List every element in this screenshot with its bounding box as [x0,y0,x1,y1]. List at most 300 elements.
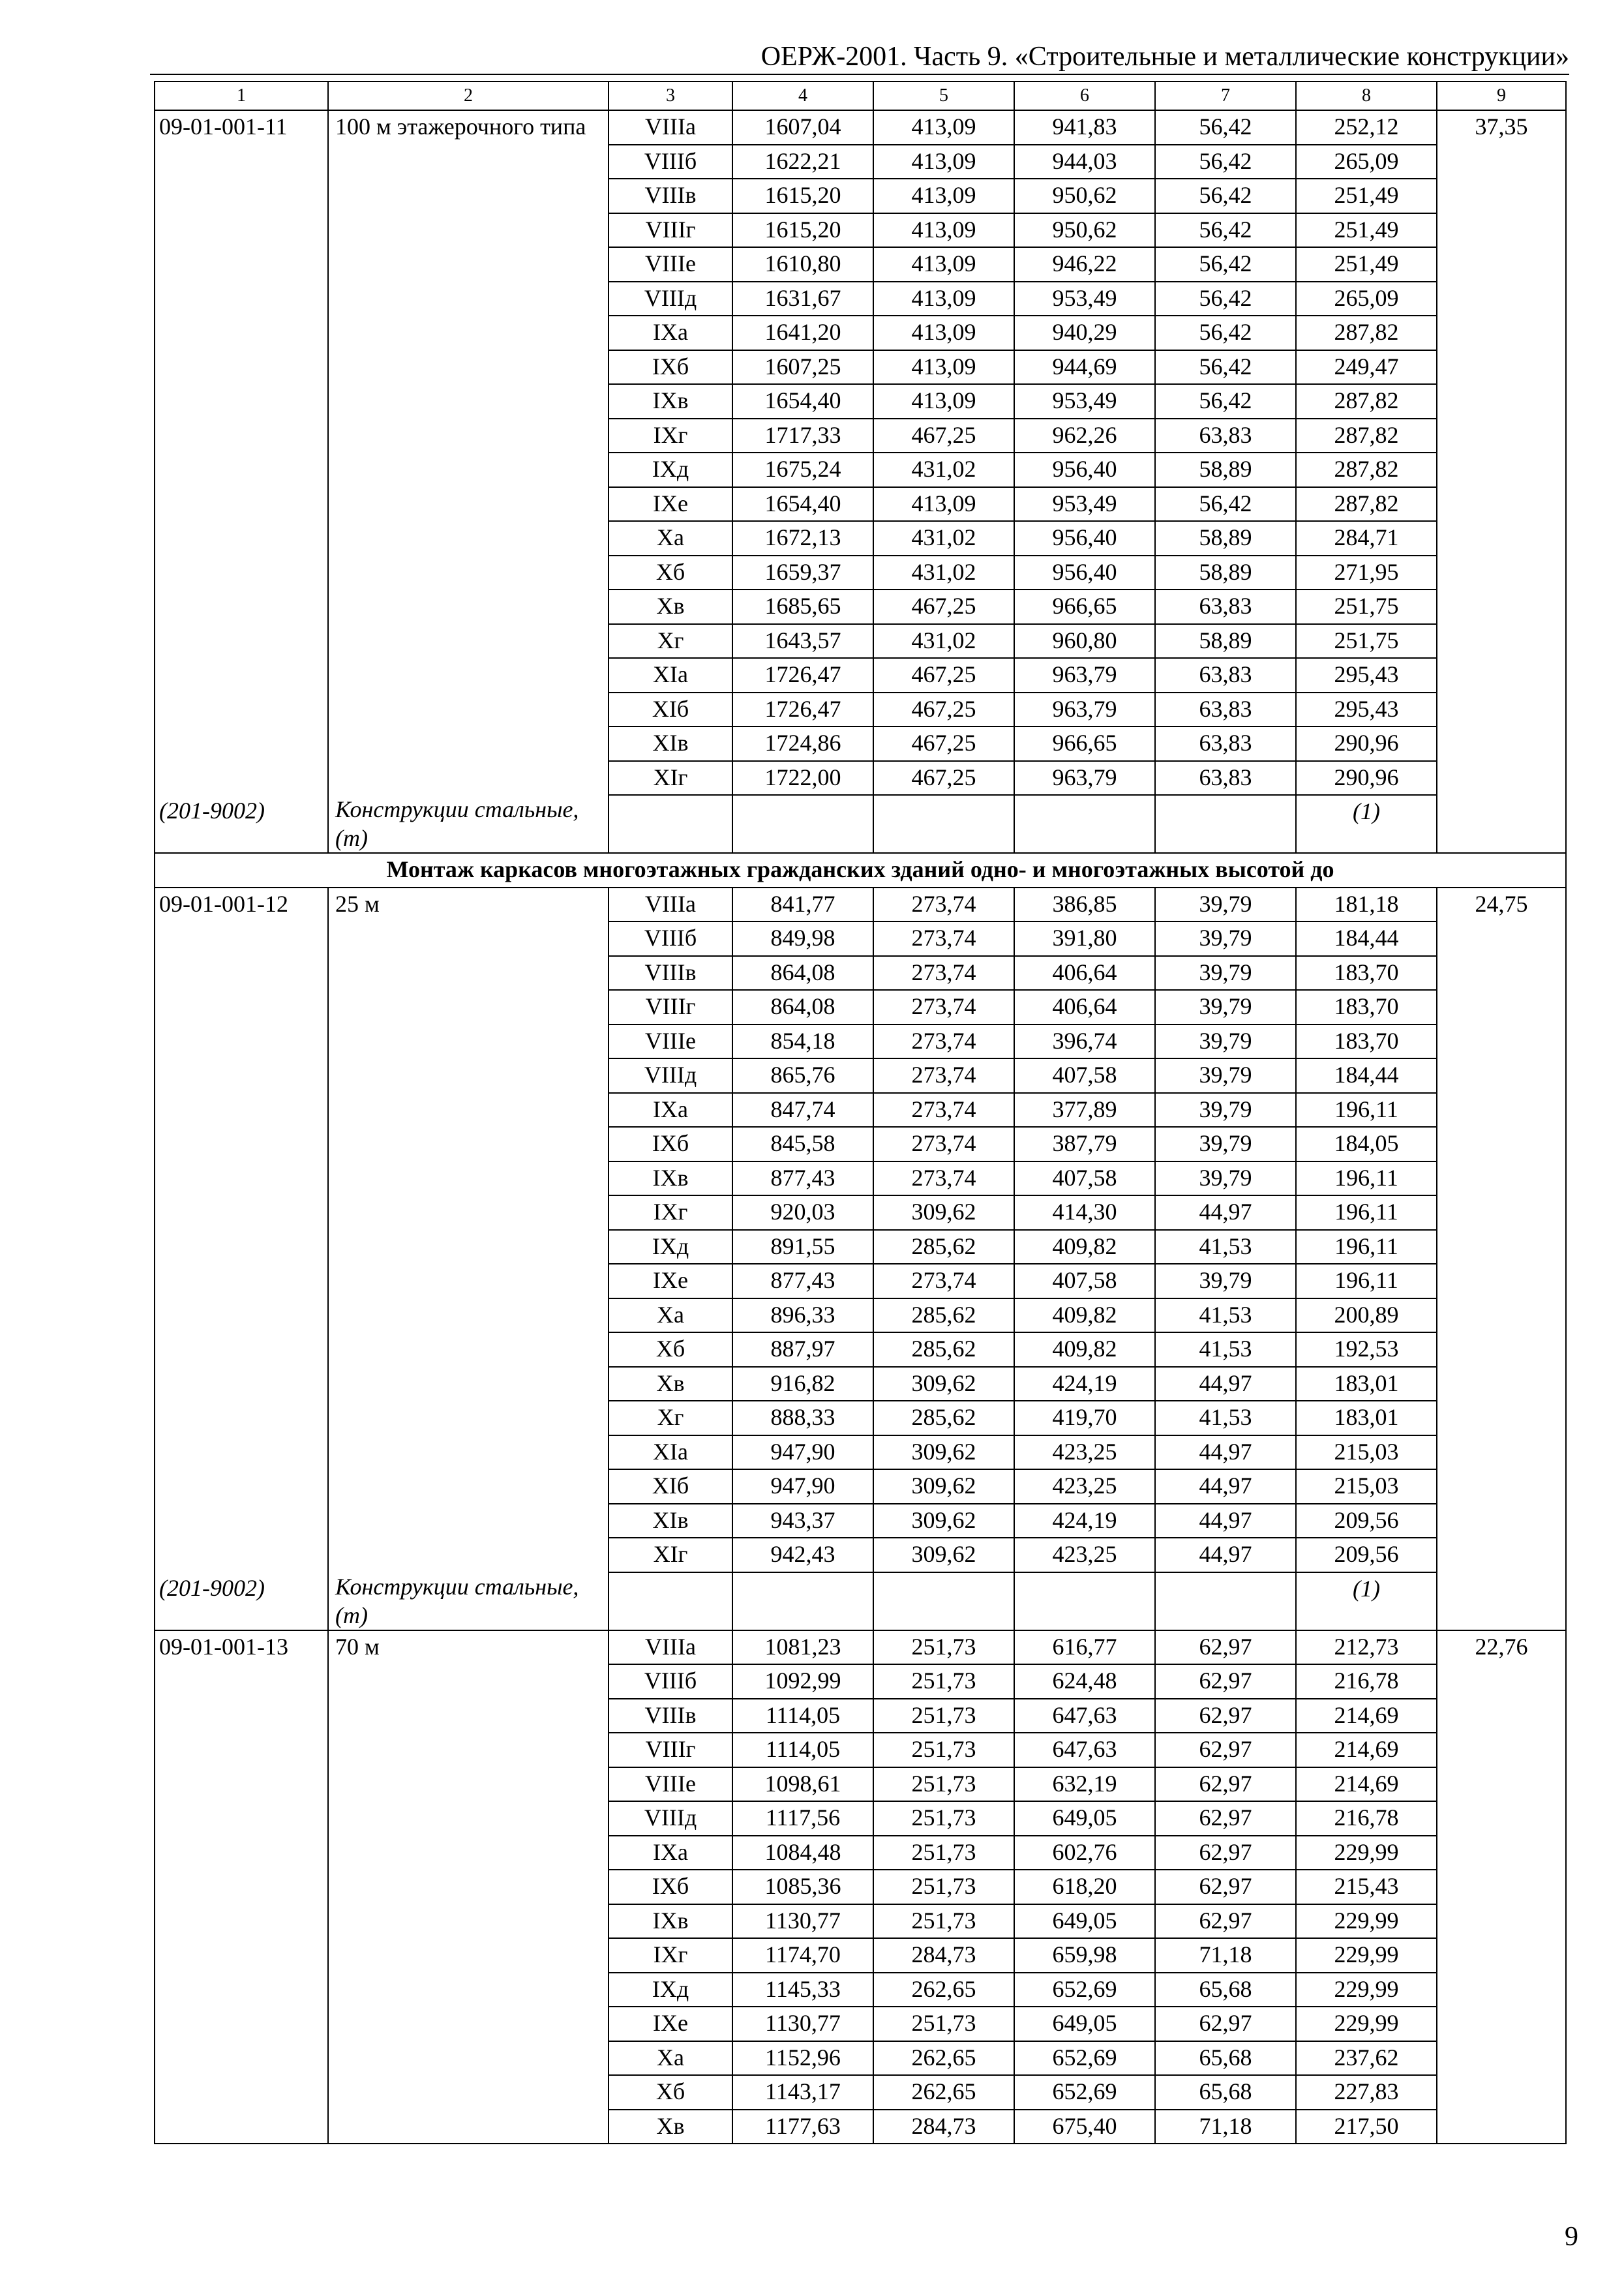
work-name-cell [328,1538,609,1572]
work-name-cell [328,2041,609,2076]
materials-cell: 196,11 [1296,1093,1437,1128]
machine-cell: 953,49 [1014,487,1155,522]
machine-cell: 941,83 [1014,110,1155,145]
empty-cell [873,795,1014,853]
zone-cell: VIIIг [609,1733,732,1767]
work-name-cell [328,213,609,248]
rate-code-cell [155,1435,328,1470]
wage-cell: 273,74 [873,1093,1014,1128]
table-row [155,145,1566,179]
labor-cell [1437,521,1566,556]
zone-cell: VIIIе [609,247,732,282]
work-name-cell [328,1938,609,1973]
materials-cell: 196,11 [1296,1161,1437,1196]
resource-code-cell: (201-9002) [155,1572,328,1630]
zone-cell: IXе [609,487,732,522]
driver-wage-cell: 44,97 [1155,1195,1296,1230]
materials-cell: 216,78 [1296,1664,1437,1699]
machine-cell: 944,69 [1014,350,1155,385]
machine-cell: 966,65 [1014,590,1155,624]
total-cost-cell: 1117,56 [732,1801,873,1836]
wage-cell: 309,62 [873,1469,1014,1504]
table-row [155,1435,1566,1470]
machine-cell: 966,65 [1014,726,1155,761]
total-cost-cell: 841,77 [732,888,873,922]
total-cost-cell: 943,37 [732,1504,873,1538]
materials-cell: 252,12 [1296,110,1437,145]
rate-code-cell: 09-01-001-12 [155,888,328,922]
table-row [155,1699,1566,1733]
rate-code-cell [155,1767,328,1802]
rate-code-cell [155,921,328,956]
materials-cell: 183,01 [1296,1401,1437,1435]
rate-code-cell [155,247,328,282]
machine-cell: 950,62 [1014,179,1155,213]
table-row [155,419,1566,453]
driver-wage-cell: 56,42 [1155,179,1296,213]
zone-cell: XIа [609,658,732,693]
zone-cell: IXа [609,1836,732,1870]
zone-cell: IXв [609,1904,732,1939]
work-name-cell [328,1058,609,1093]
machine-cell: 944,03 [1014,145,1155,179]
work-name-cell [328,145,609,179]
materials-cell: 271,95 [1296,556,1437,590]
total-cost-cell: 891,55 [732,1230,873,1264]
work-name-cell [328,2007,609,2041]
labor-cell [1437,921,1566,956]
work-name-cell: 25 м [328,888,609,922]
materials-cell: 200,89 [1296,1298,1437,1333]
total-cost-cell: 1717,33 [732,419,873,453]
work-name-cell [328,487,609,522]
wage-cell: 413,09 [873,384,1014,419]
table-row [155,1195,1566,1230]
table-row [155,1332,1566,1367]
work-name-cell [328,1367,609,1401]
labor-cell [1437,956,1566,991]
zone-cell: IXв [609,384,732,419]
machine-cell: 396,74 [1014,1025,1155,1059]
empty-cell [1155,1572,1296,1630]
work-name-cell [328,384,609,419]
machine-cell: 675,40 [1014,2110,1155,2144]
resource-name-cell: Конструкции стальные, (т) [328,1572,609,1630]
zone-cell: XIг [609,1538,732,1572]
machine-cell: 953,49 [1014,282,1155,316]
table-row [155,1469,1566,1504]
wage-cell: 251,73 [873,1767,1014,1802]
zone-cell: IXб [609,350,732,385]
materials-cell: 265,09 [1296,145,1437,179]
table-row [155,1161,1566,1196]
driver-wage-cell: 62,97 [1155,1904,1296,1939]
machine-cell: 946,22 [1014,247,1155,282]
table-row [155,1058,1566,1093]
zone-cell: IXг [609,419,732,453]
machine-cell: 407,58 [1014,1058,1155,1093]
header-rule [150,74,1569,75]
machine-cell: 602,76 [1014,1836,1155,1870]
work-name-cell [328,1195,609,1230]
zone-cell: VIIIд [609,282,732,316]
labor-cell [1437,1973,1566,2007]
labor-cell [1437,1401,1566,1435]
zone-cell: Xб [609,1332,732,1367]
labor-cell [1437,2041,1566,2076]
materials-cell: 183,01 [1296,1367,1437,1401]
materials-cell: 295,43 [1296,658,1437,693]
wage-cell: 273,74 [873,956,1014,991]
labor-cell [1437,1904,1566,1939]
wage-cell: 413,09 [873,487,1014,522]
rate-code-cell [155,282,328,316]
machine-cell: 406,64 [1014,956,1155,991]
table-row [155,1973,1566,2007]
wage-cell: 273,74 [873,1025,1014,1059]
materials-cell: 229,99 [1296,1904,1437,1939]
rate-code-cell [155,487,328,522]
machine-cell: 649,05 [1014,1801,1155,1836]
empty-cell [732,795,873,853]
total-cost-cell: 1174,70 [732,1938,873,1973]
driver-wage-cell: 39,79 [1155,1058,1296,1093]
machine-cell: 409,82 [1014,1298,1155,1333]
machine-cell: 406,64 [1014,990,1155,1025]
resource-qty-cell: (1) [1296,1572,1437,1630]
work-name-cell [328,1469,609,1504]
driver-wage-cell: 58,89 [1155,624,1296,659]
empty-cell [1437,795,1566,853]
total-cost-cell: 942,43 [732,1538,873,1572]
work-name-cell [328,453,609,487]
machine-cell: 652,69 [1014,1973,1155,2007]
table-row [155,1401,1566,1435]
empty-cell [873,1572,1014,1630]
work-name-cell [328,350,609,385]
total-cost-cell: 877,43 [732,1264,873,1298]
materials-cell: 229,99 [1296,2007,1437,2041]
total-cost-cell: 849,98 [732,921,873,956]
driver-wage-cell: 41,53 [1155,1298,1296,1333]
total-cost-cell: 896,33 [732,1298,873,1333]
rate-code-cell [155,1058,328,1093]
wage-cell: 431,02 [873,453,1014,487]
wage-cell: 467,25 [873,693,1014,727]
labor-cell [1437,350,1566,385]
rate-code-cell [155,179,328,213]
column-number: 3 [609,82,732,110]
table-row [155,726,1566,761]
materials-cell: 192,53 [1296,1332,1437,1367]
machine-cell: 424,19 [1014,1504,1155,1538]
labor-cell [1437,145,1566,179]
table-row [155,658,1566,693]
machine-cell: 659,98 [1014,1938,1155,1973]
zone-cell: VIIIд [609,1058,732,1093]
driver-wage-cell: 63,83 [1155,693,1296,727]
table-row [155,487,1566,522]
work-name-cell [328,990,609,1025]
wage-cell: 251,73 [873,1699,1014,1733]
table-row [155,990,1566,1025]
driver-wage-cell: 56,42 [1155,247,1296,282]
column-number: 4 [732,82,873,110]
table-row [155,956,1566,991]
machine-cell: 409,82 [1014,1230,1155,1264]
table-row [155,453,1566,487]
wage-cell: 467,25 [873,726,1014,761]
driver-wage-cell: 58,89 [1155,556,1296,590]
driver-wage-cell: 39,79 [1155,1127,1296,1161]
materials-cell: 265,09 [1296,282,1437,316]
work-name-cell [328,1230,609,1264]
machine-cell: 647,63 [1014,1733,1155,1767]
labor-cell: 22,76 [1437,1630,1566,1665]
table-row [155,1733,1566,1767]
work-name-cell [328,1093,609,1128]
wage-cell: 273,74 [873,990,1014,1025]
page-header: ОЕРЖ-2001. Часть 9. «Строительные и металлические конструкции» [760,42,1569,72]
driver-wage-cell: 65,68 [1155,2041,1296,2076]
wage-cell: 413,09 [873,316,1014,350]
labor-cell [1437,1230,1566,1264]
rate-code-cell [155,693,328,727]
machine-cell: 649,05 [1014,1904,1155,1939]
work-name-cell [328,1801,609,1836]
rate-code-cell [155,556,328,590]
total-cost-cell: 947,90 [732,1435,873,1470]
materials-cell: 214,69 [1296,1733,1437,1767]
zone-cell: IXб [609,1127,732,1161]
zone-cell: VIIIг [609,990,732,1025]
labor-cell [1437,1332,1566,1367]
total-cost-cell: 1081,23 [732,1630,873,1665]
labor-cell [1437,247,1566,282]
wage-cell: 285,62 [873,1332,1014,1367]
work-name-cell [328,956,609,991]
table-row [155,384,1566,419]
wage-cell: 251,73 [873,1801,1014,1836]
rate-code-cell [155,1938,328,1973]
labor-cell [1437,1733,1566,1767]
driver-wage-cell: 41,53 [1155,1401,1296,1435]
driver-wage-cell: 56,42 [1155,316,1296,350]
rate-code-cell [155,2007,328,2041]
materials-cell: 196,11 [1296,1195,1437,1230]
rate-code-cell [155,521,328,556]
column-number: 6 [1014,82,1155,110]
driver-wage-cell: 56,42 [1155,145,1296,179]
total-cost-cell: 1726,47 [732,693,873,727]
driver-wage-cell: 39,79 [1155,1093,1296,1128]
column-number: 9 [1437,82,1566,110]
driver-wage-cell: 41,53 [1155,1332,1296,1367]
total-cost-cell: 888,33 [732,1401,873,1435]
table-row [155,350,1566,385]
total-cost-cell: 1085,36 [732,1870,873,1904]
total-cost-cell: 1724,86 [732,726,873,761]
rate-code-cell: 09-01-001-11 [155,110,328,145]
work-name-cell [328,1127,609,1161]
work-name-cell [328,1767,609,1802]
machine-cell: 423,25 [1014,1435,1155,1470]
materials-cell: 183,70 [1296,956,1437,991]
wage-cell: 285,62 [873,1298,1014,1333]
wage-cell: 431,02 [873,521,1014,556]
machine-cell: 409,82 [1014,1332,1155,1367]
work-name-cell: 100 м этажерочного типа [328,110,609,145]
labor-cell: 37,35 [1437,110,1566,145]
zone-cell: XIв [609,726,732,761]
table-row [155,1504,1566,1538]
table-row [155,1298,1566,1333]
column-number: 2 [328,82,609,110]
empty-cell [609,795,732,853]
driver-wage-cell: 44,97 [1155,1538,1296,1572]
driver-wage-cell: 56,42 [1155,282,1296,316]
machine-cell: 387,79 [1014,1127,1155,1161]
labor-cell [1437,761,1566,796]
work-name-cell [328,726,609,761]
driver-wage-cell: 39,79 [1155,1264,1296,1298]
machine-cell: 407,58 [1014,1264,1155,1298]
zone-cell: IXа [609,1093,732,1128]
wage-cell: 413,09 [873,145,1014,179]
zone-cell: VIIIа [609,888,732,922]
machine-cell: 414,30 [1014,1195,1155,1230]
materials-cell: 183,70 [1296,990,1437,1025]
machine-cell: 616,77 [1014,1630,1155,1665]
wage-cell: 413,09 [873,247,1014,282]
zone-cell: XIв [609,1504,732,1538]
zone-cell: VIIIв [609,1699,732,1733]
work-name-cell [328,2110,609,2144]
total-cost-cell: 1675,24 [732,453,873,487]
resource-row [155,1572,1566,1630]
wage-cell: 251,73 [873,2007,1014,2041]
total-cost-cell: 1622,21 [732,145,873,179]
table-row [155,1630,1566,1665]
driver-wage-cell: 56,42 [1155,110,1296,145]
labor-cell [1437,590,1566,624]
work-name-cell [328,2075,609,2110]
total-cost-cell: 864,08 [732,990,873,1025]
labor-cell [1437,1836,1566,1870]
machine-cell: 391,80 [1014,921,1155,956]
zone-cell: VIIIб [609,921,732,956]
labor-cell [1437,316,1566,350]
rate-code-cell [155,213,328,248]
total-cost-cell: 916,82 [732,1367,873,1401]
work-name-cell [328,1870,609,1904]
labor-cell: 24,75 [1437,888,1566,922]
rate-code-cell [155,990,328,1025]
machine-cell: 963,79 [1014,658,1155,693]
wage-cell: 262,65 [873,2041,1014,2076]
labor-cell [1437,624,1566,659]
zone-cell: IXд [609,1973,732,2007]
driver-wage-cell: 65,68 [1155,1973,1296,2007]
work-name-cell [328,247,609,282]
total-cost-cell: 845,58 [732,1127,873,1161]
machine-cell: 423,25 [1014,1469,1155,1504]
driver-wage-cell: 58,89 [1155,453,1296,487]
rate-code-cell [155,1870,328,1904]
zone-cell: VIIIе [609,1767,732,1802]
zone-cell: VIIIв [609,179,732,213]
wage-cell: 251,73 [873,1664,1014,1699]
materials-cell: 227,83 [1296,2075,1437,2110]
zone-cell: VIIIд [609,1801,732,1836]
machine-cell: 963,79 [1014,693,1155,727]
work-name-cell [328,1161,609,1196]
wage-cell: 309,62 [873,1435,1014,1470]
driver-wage-cell: 62,97 [1155,1699,1296,1733]
zone-cell: VIIIб [609,1664,732,1699]
zone-cell: Xв [609,1367,732,1401]
work-name-cell: 70 м [328,1630,609,1665]
materials-cell: 209,56 [1296,1538,1437,1572]
table-row [155,247,1566,282]
work-name-cell [328,1664,609,1699]
rate-code-cell [155,145,328,179]
labor-cell [1437,990,1566,1025]
materials-cell: 249,47 [1296,350,1437,385]
labor-cell [1437,1127,1566,1161]
table-row [155,2075,1566,2110]
materials-cell: 215,03 [1296,1469,1437,1504]
total-cost-cell: 1092,99 [732,1664,873,1699]
rate-code-cell [155,1127,328,1161]
zone-cell: Xг [609,624,732,659]
work-name-cell [328,1025,609,1059]
materials-cell: 229,99 [1296,1836,1437,1870]
driver-wage-cell: 63,83 [1155,590,1296,624]
total-cost-cell: 1615,20 [732,179,873,213]
materials-cell: 215,43 [1296,1870,1437,1904]
table-row [155,1127,1566,1161]
total-cost-cell: 1641,20 [732,316,873,350]
section-heading: Монтаж каркасов многоэтажных гражданских зданий одно- и многоэтажных высотой до [155,853,1566,888]
work-name-cell [328,693,609,727]
rate-code-cell [155,1801,328,1836]
zone-cell: VIIIг [609,213,732,248]
rate-code-cell [155,1504,328,1538]
labor-cell [1437,1025,1566,1059]
materials-cell: 215,03 [1296,1435,1437,1470]
wage-cell: 413,09 [873,350,1014,385]
rate-code-cell [155,2041,328,2076]
rate-code-cell [155,624,328,659]
machine-cell: 956,40 [1014,521,1155,556]
labor-cell [1437,179,1566,213]
zone-cell: IXд [609,1230,732,1264]
work-name-cell [328,1733,609,1767]
table-row [155,693,1566,727]
zone-cell: VIIIв [609,956,732,991]
driver-wage-cell: 62,97 [1155,1767,1296,1802]
resource-row [155,795,1566,853]
rate-code-cell [155,1332,328,1367]
materials-cell: 214,69 [1296,1767,1437,1802]
zone-cell: Xв [609,590,732,624]
machine-cell: 956,40 [1014,453,1155,487]
wage-cell: 413,09 [873,179,1014,213]
machine-cell: 940,29 [1014,316,1155,350]
resource-name-cell: Конструкции стальные, (т) [328,795,609,853]
machine-cell: 963,79 [1014,761,1155,796]
